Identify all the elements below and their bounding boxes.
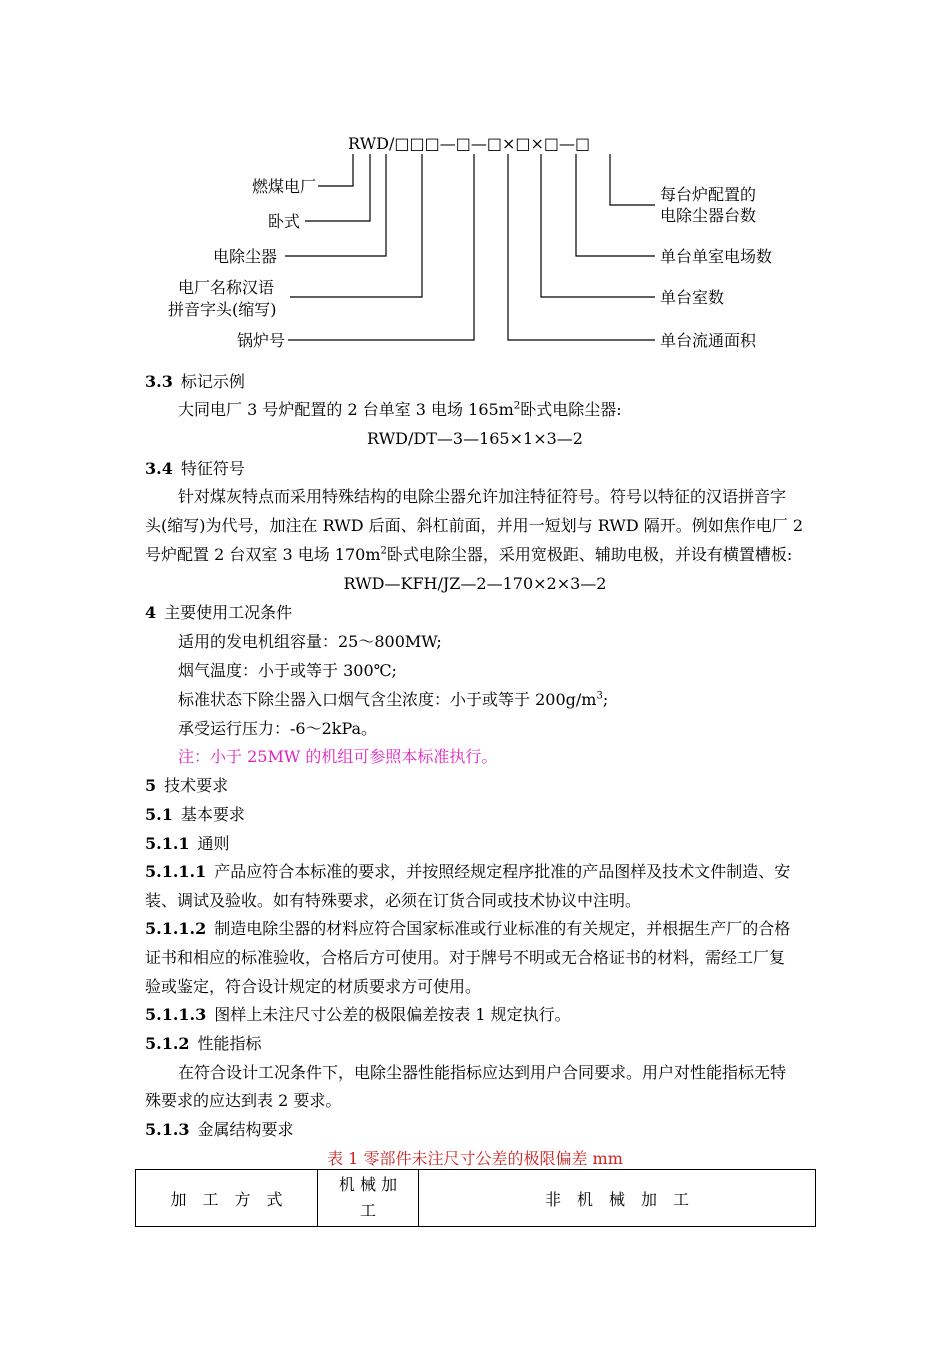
clause-5-1-1-3: 5.1.1.3 图样上未注尺寸公差的极限偏差按表 1 规定执行。 bbox=[145, 1005, 571, 1024]
designation-diagram bbox=[0, 0, 950, 360]
table-1 bbox=[135, 1169, 816, 1227]
label-horizontal: 卧式 bbox=[268, 212, 301, 231]
label-chambers: 单台室数 bbox=[660, 288, 725, 307]
label-flow-area: 单台流通面积 bbox=[660, 331, 757, 350]
designation-code: RWD/□□□—□—□×□×□—□ bbox=[348, 134, 591, 153]
header-processing-method: 加 工 方 式 bbox=[136, 1170, 318, 1227]
heading-5-1-1: 5.1.1 通则 bbox=[145, 834, 230, 853]
table-1-caption: 表 1 零部件未注尺寸公差的极限偏差 mm bbox=[327, 1149, 623, 1168]
condition-temperature: 烟气温度：小于或等于 300℃; bbox=[178, 661, 397, 680]
leader-flow-area bbox=[508, 154, 655, 340]
paragraph-3-3: 大同电厂 3 号炉配置的 2 台单室 3 电场 $165m^2$卧式电除尘器: bbox=[178, 400, 622, 419]
heading-3-3: 3.3 标记示例 bbox=[145, 372, 245, 391]
heading-4: 4 主要使用工况条件 bbox=[145, 603, 293, 622]
label-fields: 单台单室电场数 bbox=[660, 247, 773, 266]
clause-5-1-1-2-line-1: 5.1.1.2 制造电除尘器的材料应符合国家标准或行业标准的有关规定，并根据生产厂的合格 bbox=[145, 919, 791, 938]
paragraph-3-4-line-3: 号炉配置 2 台双室 3 电场 $170m^2$卧式电除尘器，采用宽极距、辅助电极，并设有横置槽板: bbox=[145, 545, 793, 564]
paragraph-5-1-2-line-2: 殊要求的应达到表 2 要求。 bbox=[145, 1091, 342, 1110]
paragraph-3-4-line-1: 针对煤灰特点而采用特殊结构的电除尘器允许加注特征符号。符号以特征的汉语拼音字 bbox=[178, 487, 787, 506]
label-units-1: 每台炉配置的 bbox=[660, 185, 757, 204]
header-machining: 机 械 加 工 bbox=[318, 1170, 419, 1227]
label-plant-name-2: 拼音字头(缩写) bbox=[168, 300, 277, 319]
note-4: 注：小于 25MW 的机组可参照本标准执行。 bbox=[178, 747, 498, 766]
leader-units bbox=[610, 154, 655, 205]
label-boiler: 锅炉号 bbox=[237, 331, 286, 350]
condition-capacity: 适用的发电机组容量：25～800MW; bbox=[178, 632, 442, 651]
paragraph-3-4-line-2: 头(缩写)为代号，加注在 RWD 后面、斜杠前面，并用一短划与 RWD 隔开。例如焦作电厂 2 bbox=[145, 516, 804, 535]
formula-3-4: RWD—KFH/JZ—2—170×2×3—2 bbox=[343, 574, 607, 593]
leader-fuel bbox=[318, 154, 353, 186]
heading-5-1: 5.1 基本要求 bbox=[145, 805, 245, 824]
paragraph-5-1-2-line-1: 在符合设计工况条件下，电除尘器性能指标应达到用户合同要求。用户对性能指标无特 bbox=[178, 1063, 787, 1082]
leader-plant-name bbox=[290, 154, 422, 297]
condition-dust: 标准状态下除尘器入口烟气含尘浓度：小于或等于 $200g/m^3$; bbox=[178, 690, 609, 709]
label-units-2: 电除尘器台数 bbox=[660, 206, 757, 225]
heading-5-1-2: 5.1.2 性能指标 bbox=[145, 1034, 262, 1053]
formula-3-3: RWD/DT—3—165×1×3—2 bbox=[367, 429, 583, 448]
heading-3-4: 3.4 特征符号 bbox=[145, 459, 245, 478]
heading-5-1-3: 5.1.3 金属结构要求 bbox=[145, 1120, 294, 1139]
label-precipitator: 电除尘器 bbox=[213, 247, 278, 266]
clause-5-1-1-1-line-1: 5.1.1.1 产品应符合本标准的要求，并按照经规定程序批准的产品图样及技术文件制造、安 bbox=[145, 862, 791, 881]
clause-5-1-1-1-line-2: 装、调试及验收。如有特殊要求，必须在订货合同或技术协议中注明。 bbox=[145, 891, 642, 910]
leader-chambers bbox=[541, 154, 655, 297]
label-coal-plant: 燃煤电厂 bbox=[252, 177, 317, 196]
clause-5-1-1-2-line-2: 证书和相应的标准验收，合格后方可使用。对于牌号不明或无合格证书的材料，需经工厂复 bbox=[145, 948, 786, 967]
clause-5-1-1-2-line-3: 验或鉴定，符合设计规定的材质要求方可使用。 bbox=[145, 977, 482, 996]
condition-pressure: 承受运行压力：-6～2kPa。 bbox=[178, 719, 378, 738]
table-row bbox=[136, 1170, 816, 1227]
designation-diagram-lines bbox=[0, 0, 950, 360]
label-plant-name-1: 电厂名称汉语 bbox=[178, 278, 275, 297]
leader-precipitator bbox=[285, 154, 386, 256]
header-non-machining: 非 机 械 加 工 bbox=[419, 1170, 816, 1227]
heading-5: 5 技术要求 bbox=[145, 776, 229, 795]
